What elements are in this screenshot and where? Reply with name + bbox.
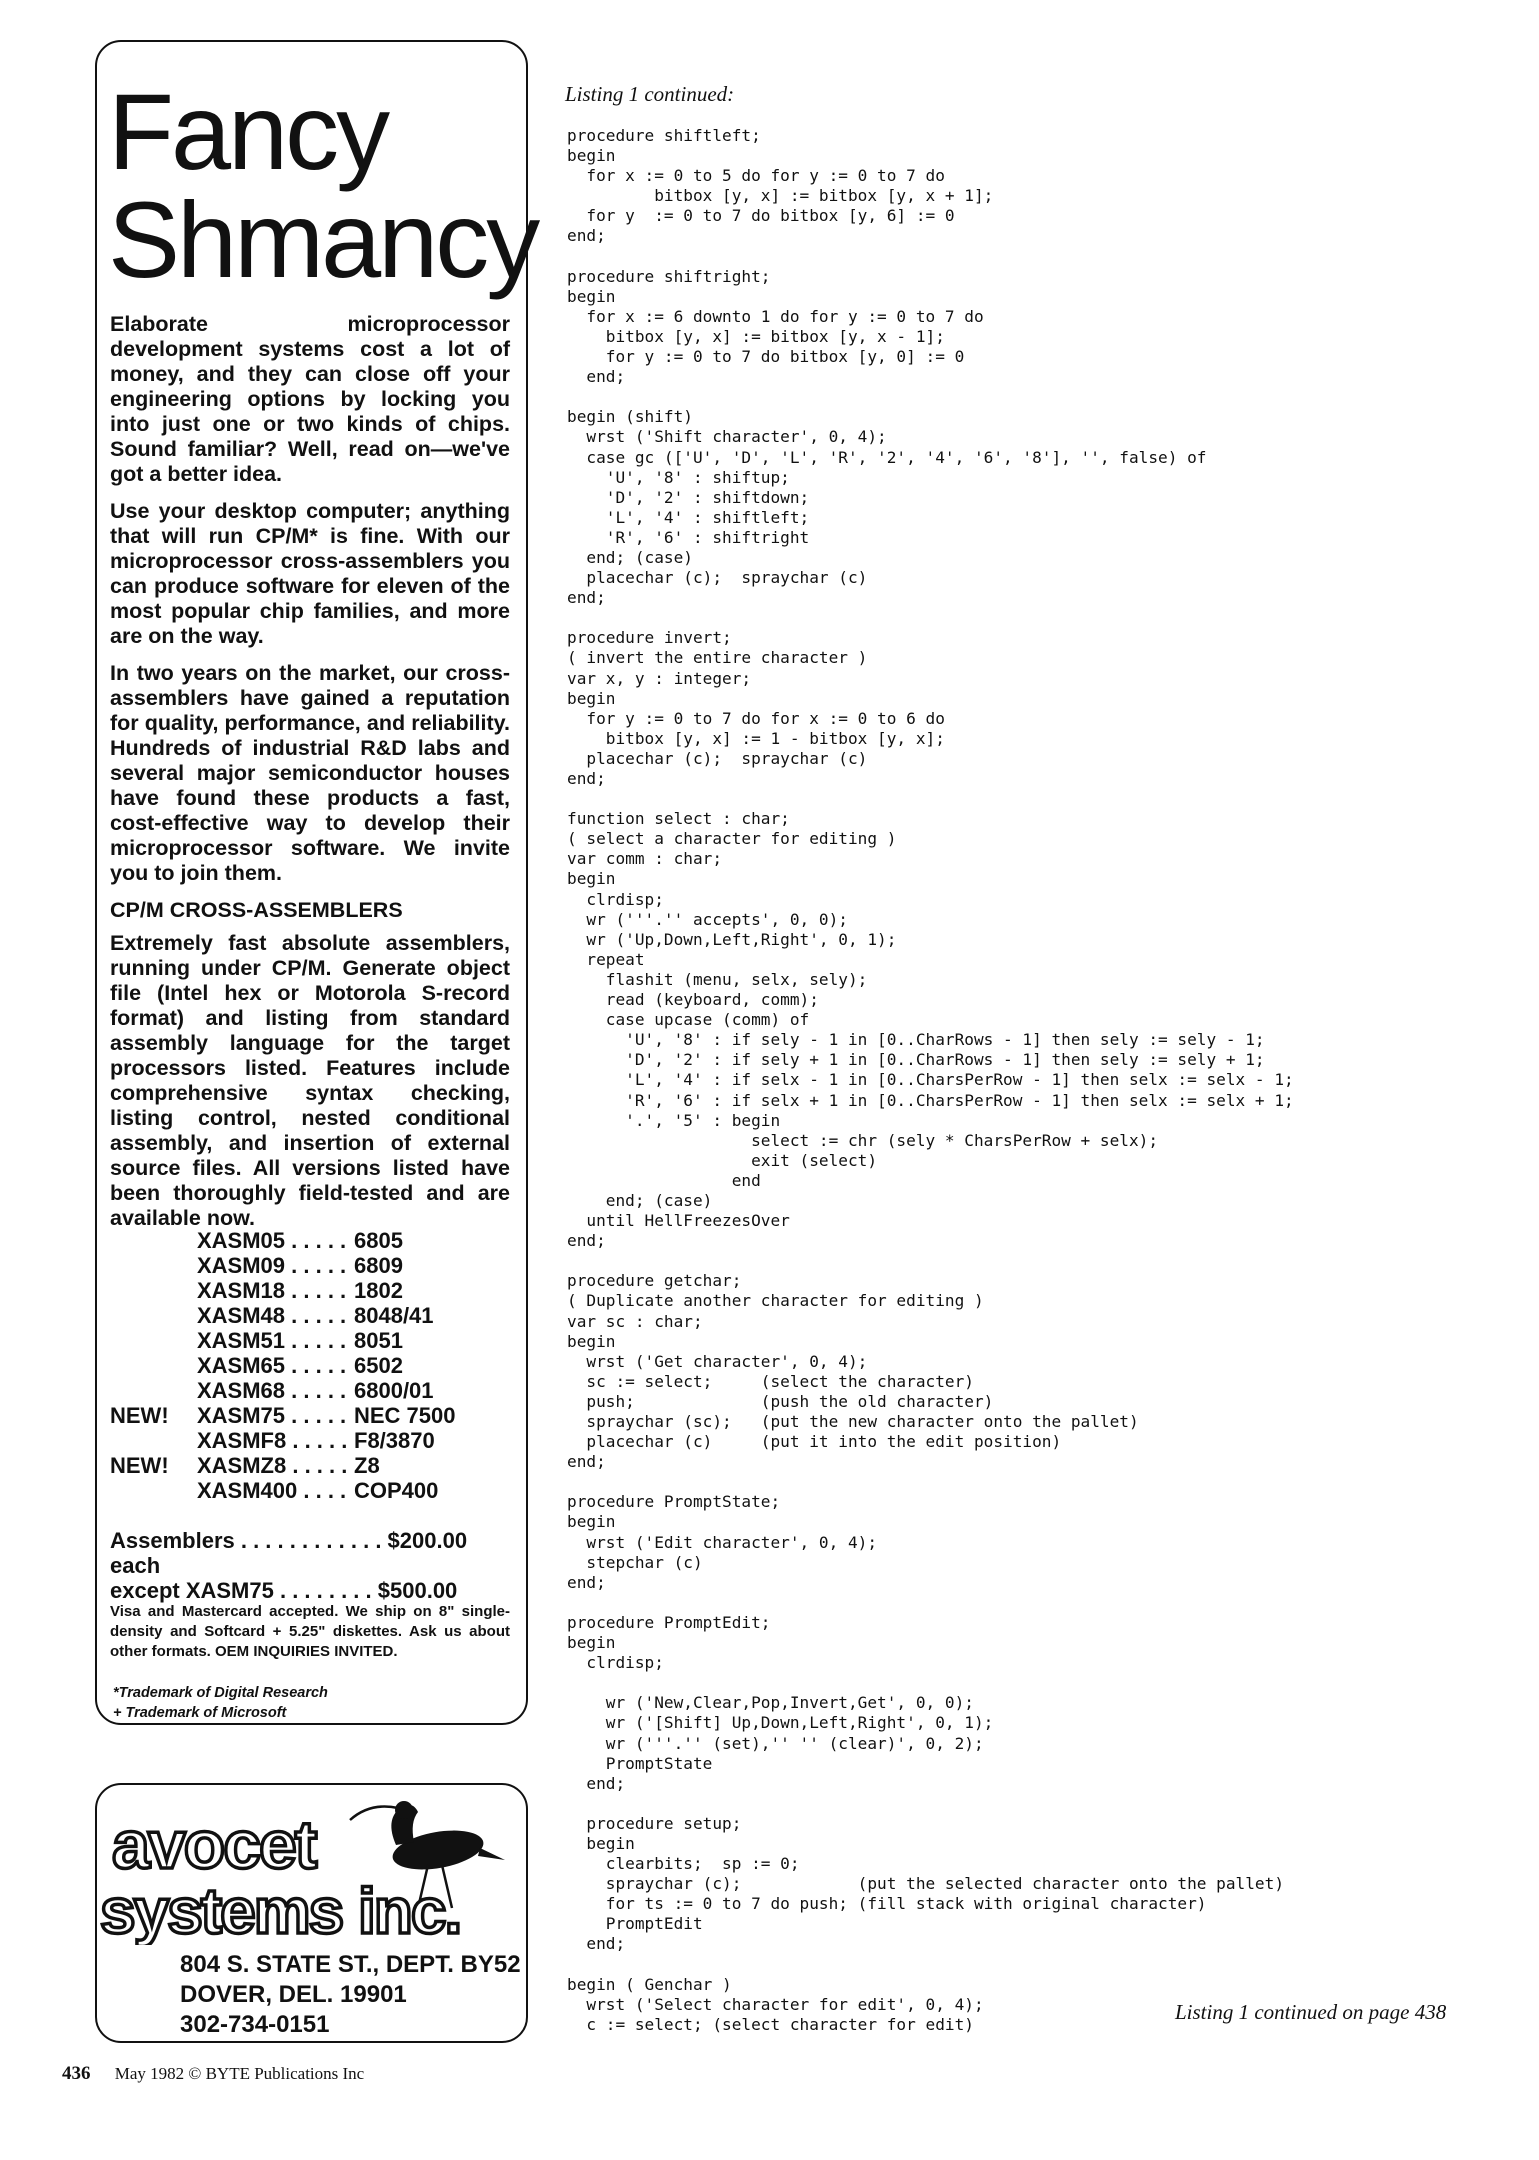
headline-line-1: Fancy (108, 71, 388, 192)
logo-wordmark: systems inc. (100, 1875, 461, 1945)
logo-wordmark: avocet (112, 1807, 316, 1883)
list-item: XASM400 . . . . COP400 (197, 1478, 439, 1503)
list-item: XASM68 . . . . . 6800/01 (197, 1378, 434, 1403)
list-item: XASM05 . . . . . 6805 (197, 1228, 403, 1253)
ad-paragraph: Extremely fast absolute assemblers, running under CP/M. Generate object file (Intel hex or Motorola S-record format) and listing from standard assembly language for the target processors listed. Features include comprehensive syntax checking, listing control, nested conditional assembly, and insertion of external source files. All versions listed have been thoroughly field-tested and are available now. (110, 931, 510, 1230)
code-listing: procedure shiftleft; begin for x := 0 to 5 do for y := 0 to 7 do bitbox [y, x] := bitbox [y, x + 1]; for y := 0 to 7 do bitbox [y, 6] := 0 end; procedure shiftright; begin for x := 6 downto 1 do for y := 0 to 7 do bitbox [y, x] := bitbox [y, x - 1]; for y := 0 to 7 do bitbox [y, 0] := 0 end; begin (shift) wrst ('Shift character', 0, 4); case gc (['U', 'D', 'L', 'R', '2', '4', '6', '8'], '', false) of 'U', '8' : shiftup; 'D', '2' : shiftdown; 'L', '4' : shiftleft; 'R', '6' : shiftright end; (case) placechar (c); spraychar (c) end; procedure invert; ( invert the entire character ) var x, y : integer; begin for y := 0 to 7 do for x := 0 to 6 do bitbox [y, x] := 1 - bitbox [y, x]; placechar (c); spraychar (c) end; function select : char; ( select a character for editing ) var comm : char; begin clrdisp; wr ('''.'' accepts', 0, 0); wr ('Up,Down,Left,Right', 0, 1); repeat flashit (menu, selx, sely); read (keyboard, comm); case upcase (comm) of 'U', '8' : if sely - 1 in [0..CharRows - 1] then sely := sely - 1; 'D', '2' : if sely + 1 in [0..CharRows - 1] then sely := sely + 1; 'L', '4' : if selx - 1 in [0..CharsPerRow - 1] then selx := selx - 1; 'R', '6' : if selx + 1 in [0..CharsPerRow - 1] then selx := selx + 1; '.', '5' : begin select := chr (sely * CharsPerRow + selx); exit (select) end end; (case) until HellFreezesOver end; procedure getchar; ( Duplicate another character for editing ) var sc : char; begin wrst ('Get character', 0, 4); sc := select; (select the character) push; (push the old character) spraychar (sc); (put the new character onto the pallet) placechar (c) (put it into the edit position) end; procedure PromptState; begin wrst ('Edit character', 0, 4); stepchar (c) end; procedure PromptEdit; begin clrdisp; wr ('New,Clear,Pop,Invert,Get', 0, 0); wr ('[Shift] Up,Down,Left,Right', 0, 1); wr ('''.'' (set),'' '' (clear)', 0, 2); PromptState end; procedure setup; begin clearbits; sp := 0; spraychar (c); (put the selected character onto the pallet) for ts := 0 to 7 do push; (fill stack with original character) PromptEdit end; begin ( Genchar ) wrst ('Select character for edit', 0, 4); c := select; (select character for edit) (567, 126, 1294, 2034)
list-item: XASMF8 . . . . . F8/3870 (197, 1428, 435, 1453)
list-item: NEW! XASM75 . . . . . NEC 7500 (110, 1403, 456, 1428)
footer-credit: May 1982 © BYTE Publications Inc (114, 2064, 365, 2083)
avocet-logo (100, 1790, 520, 1945)
order-terms: Visa and Mastercard accepted. We ship on 8" single-density and Softcard + 5.25" diskettes. Ask us about other formats. OEM INQUIRIES INVITED. (110, 1603, 510, 1660)
list-item: XASM65 . . . . . 6502 (197, 1353, 403, 1378)
page-number: 436 (62, 2063, 91, 2084)
phone-number: 302-734-0151 (180, 2011, 330, 2038)
list-item: NEW! XASMZ8 . . . . . Z8 (110, 1453, 380, 1478)
listing-header: Listing 1 continued: (565, 82, 735, 106)
list-item: XASM09 . . . . . 6809 (197, 1253, 403, 1278)
price-block (110, 1528, 510, 1603)
assembler-list (110, 1228, 456, 1503)
ad-paragraph: In two years on the market, our cross-assemblers have gained a reputation for quality, performance, and reliability. Hundreds of industrial R&D labs and several major semiconductor houses have found these products a fast, cost-effective way to develop their microprocessor software. We invite you to join them. (110, 661, 510, 885)
list-item: XASM51 . . . . . 8051 (197, 1328, 403, 1353)
list-item: XASM48 . . . . . 8048/41 (197, 1303, 434, 1328)
ad-body (110, 312, 510, 1243)
ad-headline (108, 71, 538, 300)
trademark-notes: *Trademark of Digital Research + Trademark of Microsoft (113, 1685, 328, 1721)
price-line: except XASM75 . . . . . . . . $500.00 (110, 1578, 458, 1603)
ad-paragraph: Elaborate microprocessor development systems cost a lot of money, and they can close off your engineering options by locking you into just one or two kinds of chips. Sound familiar? Well, read on—we've got a better idea. (110, 312, 510, 486)
list-item: XASM18 . . . . . 1802 (197, 1278, 403, 1303)
headline-line-2: Shmancy (108, 179, 538, 300)
section-heading: CP/M CROSS-ASSEMBLERS (110, 898, 403, 922)
company-address: 804 S. STATE ST., DEPT. BY52 DOVER, DEL. 19901 302-734-0151 (180, 1951, 521, 2038)
ad-paragraph: Use your desktop computer; anything that will run CP/M* is fine. With our microprocessor cross-assemblers you can produce software for eleven of the most popular chip families, and more are on the way. (110, 499, 510, 648)
continued-note: Listing 1 continued on page 438 (1175, 2000, 1447, 2024)
page-footer (62, 2063, 364, 2085)
price-line: Assemblers . . . . . . . . . . . . $200.00 each (110, 1528, 468, 1578)
